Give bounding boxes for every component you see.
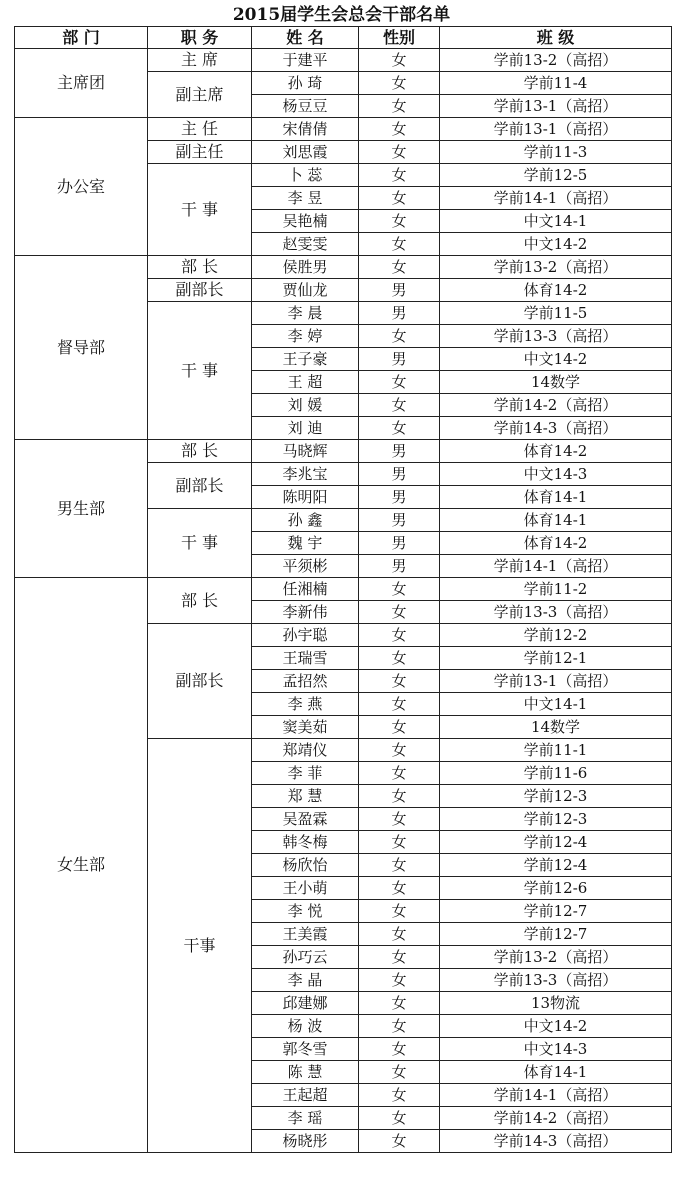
header-name: 姓 名: [252, 27, 359, 49]
document-title: 2015届学生会总会干部名单: [232, 5, 451, 25]
member-class-cell: 学前12-2: [440, 624, 672, 647]
header-row: [15, 27, 672, 49]
member-class-cell: 学前13-3（高招）: [440, 601, 672, 624]
member-gender-cell: 女: [359, 647, 440, 670]
member-name-cell: 郑 慧: [252, 785, 359, 808]
member-class-cell: 学前12-3: [440, 808, 672, 831]
member-class-cell: 学前13-1（高招）: [440, 95, 672, 118]
table-row: [15, 440, 672, 463]
cadre-roster-table: [14, 26, 672, 1153]
member-class-cell: 体育14-1: [440, 509, 672, 532]
member-class-cell: 14数学: [440, 371, 672, 394]
member-name-cell: 贾仙龙: [252, 279, 359, 302]
position-cell: 主 任: [148, 118, 252, 141]
member-gender-cell: 男: [359, 463, 440, 486]
member-name-cell: 侯胜男: [252, 256, 359, 279]
member-gender-cell: 女: [359, 900, 440, 923]
member-class-cell: 体育14-2: [440, 279, 672, 302]
member-name-cell: 宋倩倩: [252, 118, 359, 141]
member-name-cell: 陈明阳: [252, 486, 359, 509]
member-gender-cell: 女: [359, 624, 440, 647]
member-class-cell: 体育14-2: [440, 532, 672, 555]
member-class-cell: 14数学: [440, 716, 672, 739]
member-name-cell: 郭冬雪: [252, 1038, 359, 1061]
member-gender-cell: 女: [359, 785, 440, 808]
member-gender-cell: 女: [359, 923, 440, 946]
member-gender-cell: 女: [359, 739, 440, 762]
member-gender-cell: 女: [359, 877, 440, 900]
member-gender-cell: 女: [359, 969, 440, 992]
member-name-cell: 于建平: [252, 49, 359, 72]
member-name-cell: 平须彬: [252, 555, 359, 578]
member-class-cell: 体育14-2: [440, 440, 672, 463]
member-name-cell: 杨欣怡: [252, 854, 359, 877]
member-name-cell: 魏 宇: [252, 532, 359, 555]
member-gender-cell: 女: [359, 256, 440, 279]
member-class-cell: 学前12-7: [440, 900, 672, 923]
member-name-cell: 吴盈霖: [252, 808, 359, 831]
member-class-cell: 学前11-2: [440, 578, 672, 601]
member-gender-cell: 女: [359, 187, 440, 210]
member-gender-cell: 男: [359, 348, 440, 371]
member-class-cell: 中文14-3: [440, 463, 672, 486]
member-name-cell: 邱建娜: [252, 992, 359, 1015]
department-cell: 女生部: [15, 578, 148, 1153]
member-gender-cell: 女: [359, 325, 440, 348]
member-gender-cell: 女: [359, 164, 440, 187]
member-name-cell: 李 晶: [252, 969, 359, 992]
member-gender-cell: 女: [359, 72, 440, 95]
member-name-cell: 孙巧云: [252, 946, 359, 969]
member-class-cell: 学前11-6: [440, 762, 672, 785]
member-class-cell: 学前13-3（高招）: [440, 969, 672, 992]
member-name-cell: 王起超: [252, 1084, 359, 1107]
member-name-cell: 孟招然: [252, 670, 359, 693]
member-gender-cell: 女: [359, 141, 440, 164]
member-name-cell: 刘思霞: [252, 141, 359, 164]
member-class-cell: 学前11-3: [440, 141, 672, 164]
position-cell: 干 事: [148, 509, 252, 578]
position-cell: 副主席: [148, 72, 252, 118]
member-gender-cell: 女: [359, 1084, 440, 1107]
member-name-cell: 李 婷: [252, 325, 359, 348]
member-name-cell: 郑靖仪: [252, 739, 359, 762]
department-cell: 男生部: [15, 440, 148, 578]
member-gender-cell: 女: [359, 1107, 440, 1130]
member-class-cell: 学前12-1: [440, 647, 672, 670]
roster-body: [15, 49, 672, 1153]
position-cell: 副主任: [148, 141, 252, 164]
member-name-cell: 刘 迪: [252, 417, 359, 440]
member-name-cell: 卜 蕊: [252, 164, 359, 187]
member-class-cell: 学前14-1（高招）: [440, 1084, 672, 1107]
member-gender-cell: 女: [359, 992, 440, 1015]
position-cell: 主 席: [148, 49, 252, 72]
header-position: 职 务: [148, 27, 252, 49]
member-gender-cell: 女: [359, 578, 440, 601]
table-row: [15, 578, 672, 601]
member-class-cell: 学前12-4: [440, 831, 672, 854]
member-gender-cell: 男: [359, 279, 440, 302]
member-gender-cell: 男: [359, 532, 440, 555]
member-class-cell: 中文14-2: [440, 348, 672, 371]
position-cell: 部 长: [148, 440, 252, 463]
member-gender-cell: 女: [359, 946, 440, 969]
member-gender-cell: 女: [359, 118, 440, 141]
member-gender-cell: 女: [359, 1130, 440, 1153]
member-gender-cell: 女: [359, 1038, 440, 1061]
member-name-cell: 孙宇聪: [252, 624, 359, 647]
member-name-cell: 吴艳楠: [252, 210, 359, 233]
position-cell: 干 事: [148, 302, 252, 440]
position-cell: 副部长: [148, 624, 252, 739]
member-class-cell: 体育14-1: [440, 486, 672, 509]
member-gender-cell: 女: [359, 417, 440, 440]
member-gender-cell: 女: [359, 233, 440, 256]
table-row: [15, 118, 672, 141]
member-class-cell: 13物流: [440, 992, 672, 1015]
member-gender-cell: 女: [359, 49, 440, 72]
member-gender-cell: 女: [359, 854, 440, 877]
member-name-cell: 李 悦: [252, 900, 359, 923]
member-class-cell: 学前14-2（高招）: [440, 1107, 672, 1130]
member-name-cell: 王瑞雪: [252, 647, 359, 670]
member-class-cell: 学前13-2（高招）: [440, 946, 672, 969]
member-class-cell: 中文14-3: [440, 1038, 672, 1061]
member-name-cell: 孙 鑫: [252, 509, 359, 532]
member-name-cell: 李 燕: [252, 693, 359, 716]
member-name-cell: 孙 琦: [252, 72, 359, 95]
member-name-cell: 王小萌: [252, 877, 359, 900]
member-class-cell: 学前12-7: [440, 923, 672, 946]
member-gender-cell: 女: [359, 1061, 440, 1084]
member-name-cell: 陈 慧: [252, 1061, 359, 1084]
position-cell: 干 事: [148, 164, 252, 256]
position-cell: 干事: [148, 739, 252, 1153]
department-cell: 主席团: [15, 49, 148, 118]
member-class-cell: 学前11-5: [440, 302, 672, 325]
member-class-cell: 学前11-4: [440, 72, 672, 95]
member-gender-cell: 女: [359, 601, 440, 624]
member-name-cell: 刘 媛: [252, 394, 359, 417]
member-name-cell: 赵雯雯: [252, 233, 359, 256]
member-gender-cell: 女: [359, 808, 440, 831]
position-cell: 副部长: [148, 279, 252, 302]
member-gender-cell: 男: [359, 555, 440, 578]
member-gender-cell: 女: [359, 693, 440, 716]
member-name-cell: 杨豆豆: [252, 95, 359, 118]
table-row: [15, 49, 672, 72]
member-class-cell: 中文14-1: [440, 693, 672, 716]
member-name-cell: 李 晨: [252, 302, 359, 325]
member-gender-cell: 女: [359, 762, 440, 785]
member-gender-cell: 女: [359, 95, 440, 118]
member-class-cell: 学前12-6: [440, 877, 672, 900]
position-cell: 副部长: [148, 463, 252, 509]
member-name-cell: 马晓辉: [252, 440, 359, 463]
member-gender-cell: 女: [359, 716, 440, 739]
member-name-cell: 任湘楠: [252, 578, 359, 601]
member-name-cell: 李新伟: [252, 601, 359, 624]
member-name-cell: 窦美茹: [252, 716, 359, 739]
position-cell: 部 长: [148, 256, 252, 279]
member-name-cell: 李 昱: [252, 187, 359, 210]
header-class: 班 级: [440, 27, 672, 49]
member-name-cell: 杨 波: [252, 1015, 359, 1038]
member-class-cell: 学前11-1: [440, 739, 672, 762]
member-class-cell: 学前12-3: [440, 785, 672, 808]
member-class-cell: 学前13-2（高招）: [440, 49, 672, 72]
department-cell: 督导部: [15, 256, 148, 440]
member-class-cell: 学前12-5: [440, 164, 672, 187]
member-gender-cell: 女: [359, 371, 440, 394]
member-gender-cell: 女: [359, 210, 440, 233]
member-name-cell: 王子豪: [252, 348, 359, 371]
member-class-cell: 体育14-1: [440, 1061, 672, 1084]
member-gender-cell: 女: [359, 394, 440, 417]
header-gender: 性别: [359, 27, 440, 49]
member-class-cell: 中文14-2: [440, 1015, 672, 1038]
member-name-cell: 王美霞: [252, 923, 359, 946]
member-name-cell: 杨晓彤: [252, 1130, 359, 1153]
member-class-cell: 学前13-2（高招）: [440, 256, 672, 279]
member-gender-cell: 女: [359, 831, 440, 854]
member-name-cell: 李兆宝: [252, 463, 359, 486]
member-gender-cell: 男: [359, 509, 440, 532]
member-class-cell: 学前14-3（高招）: [440, 1130, 672, 1153]
member-name-cell: 韩冬梅: [252, 831, 359, 854]
member-class-cell: 学前14-2（高招）: [440, 394, 672, 417]
department-cell: 办公室: [15, 118, 148, 256]
member-class-cell: 中文14-2: [440, 233, 672, 256]
member-class-cell: 学前12-4: [440, 854, 672, 877]
member-gender-cell: 女: [359, 1015, 440, 1038]
member-class-cell: 学前13-1（高招）: [440, 118, 672, 141]
member-class-cell: 中文14-1: [440, 210, 672, 233]
member-class-cell: 学前13-1（高招）: [440, 670, 672, 693]
member-class-cell: 学前14-3（高招）: [440, 417, 672, 440]
member-gender-cell: 男: [359, 440, 440, 463]
member-gender-cell: 女: [359, 670, 440, 693]
member-gender-cell: 男: [359, 302, 440, 325]
position-cell: 部 长: [148, 578, 252, 624]
member-class-cell: 学前14-1（高招）: [440, 187, 672, 210]
member-name-cell: 王 超: [252, 371, 359, 394]
member-gender-cell: 男: [359, 486, 440, 509]
member-class-cell: 学前13-3（高招）: [440, 325, 672, 348]
header-department: 部 门: [15, 27, 148, 49]
table-row: [15, 256, 672, 279]
member-class-cell: 学前14-1（高招）: [440, 555, 672, 578]
member-name-cell: 李 瑶: [252, 1107, 359, 1130]
member-name-cell: 李 菲: [252, 762, 359, 785]
